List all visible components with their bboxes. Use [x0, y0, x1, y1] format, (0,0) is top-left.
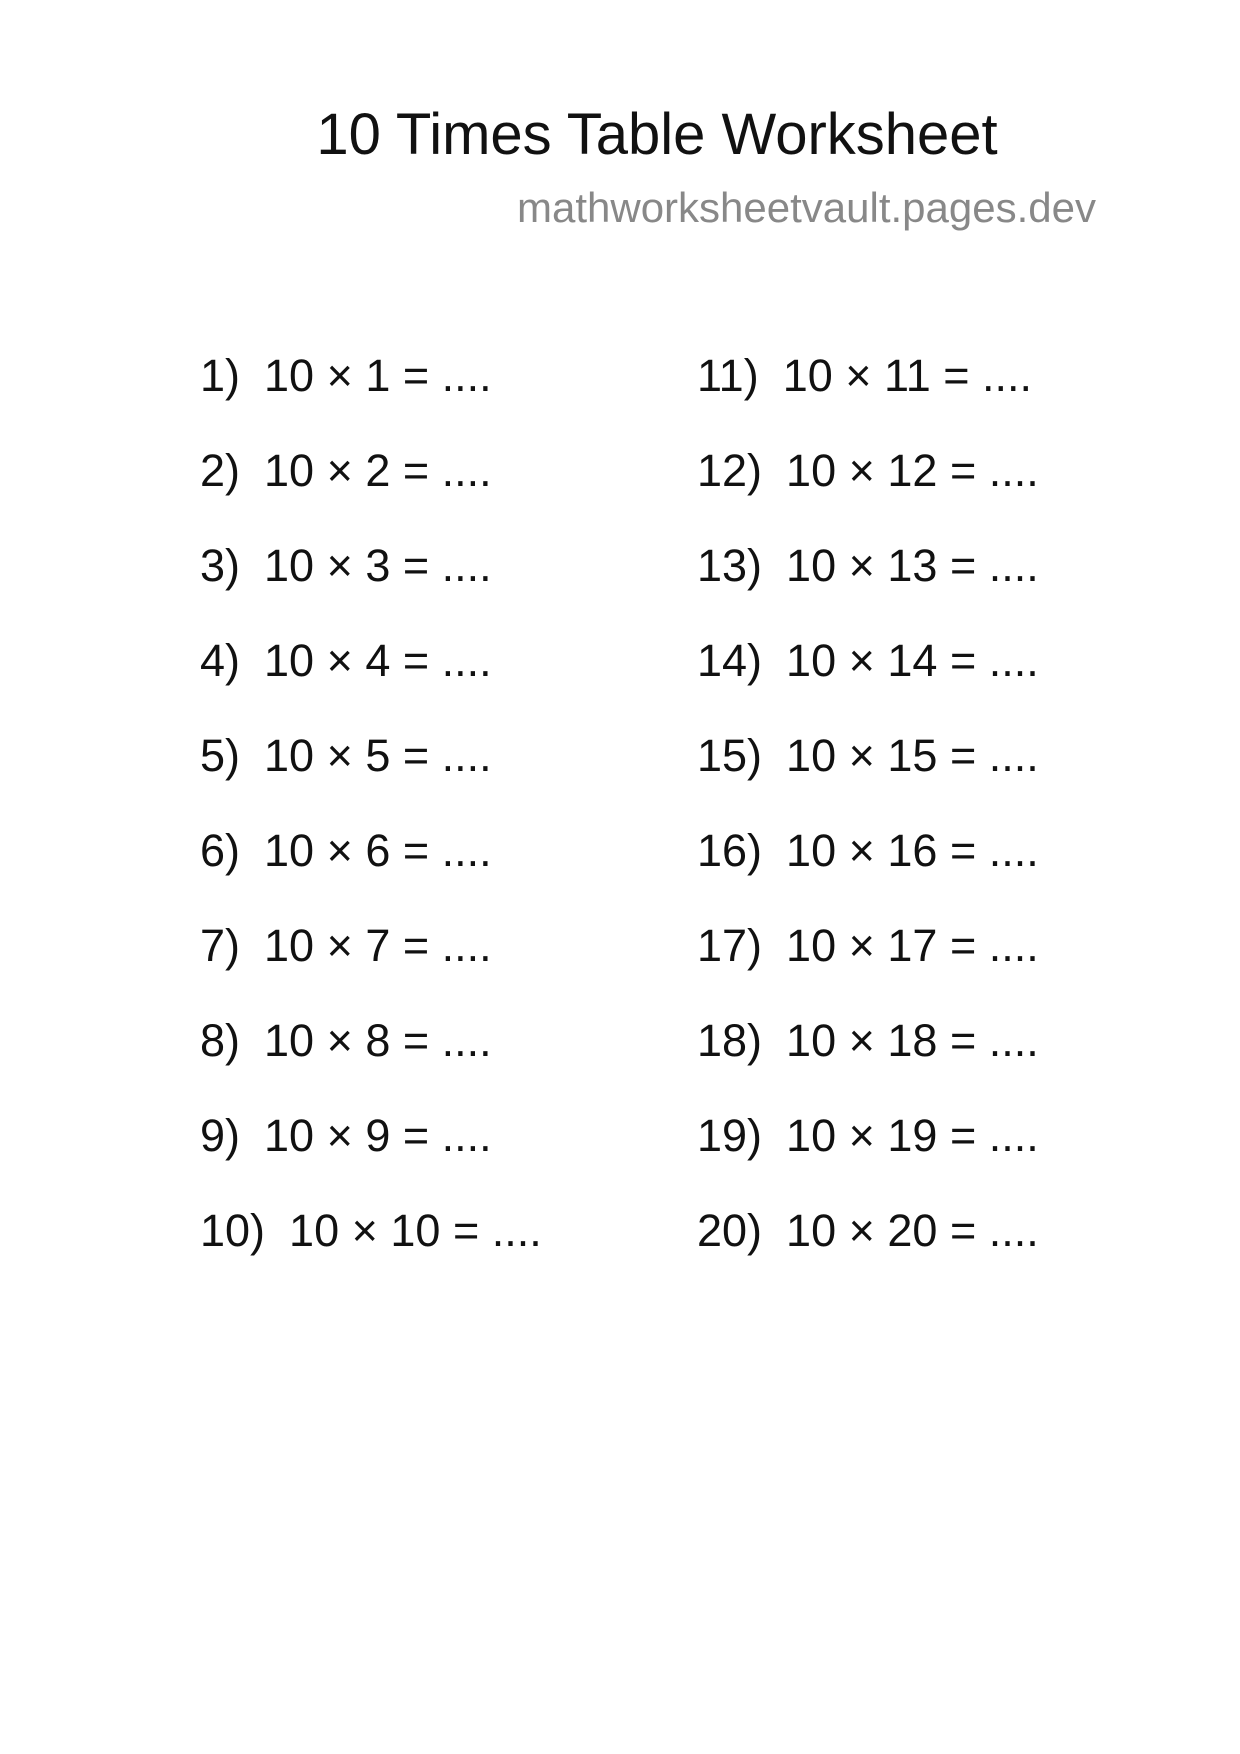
problem-expression: 10 × 14 = .... [786, 635, 1039, 686]
problem-number: 4) [200, 635, 241, 686]
problem-number: 3) [200, 540, 241, 591]
problem-expression: 10 × 12 = .... [786, 445, 1039, 496]
problem-number: 17) [697, 920, 763, 971]
problem-expression: 10 × 3 = .... [264, 540, 492, 591]
problem-item [200, 443, 542, 538]
problem-number: 5) [200, 730, 241, 781]
problem-expression: 10 × 8 = .... [264, 1015, 492, 1066]
problem-expression: 10 × 16 = .... [786, 825, 1039, 876]
problem-item [200, 1013, 542, 1108]
problem-item [697, 1013, 1039, 1108]
problem-item [200, 538, 542, 633]
problem-number: 7) [200, 920, 241, 971]
problem-number: 1) [200, 350, 241, 401]
problem-number: 6) [200, 825, 241, 876]
problem-expression: 10 × 15 = .... [786, 730, 1039, 781]
source-site: mathworksheetvault.pages.dev [517, 184, 1096, 231]
problem-number: 18) [697, 1015, 763, 1066]
problem-expression: 10 × 1 = .... [264, 350, 492, 401]
problem-item [200, 1108, 542, 1203]
page-title: 10 Times Table Worksheet [316, 102, 998, 167]
problem-number: 15) [697, 730, 763, 781]
problem-item [697, 823, 1039, 918]
problem-expression: 10 × 2 = .... [264, 445, 492, 496]
problem-number: 12) [697, 445, 763, 496]
problem-expression: 10 × 11 = .... [782, 350, 1033, 401]
problem-expression: 10 × 4 = .... [264, 635, 492, 686]
problem-item [697, 728, 1039, 823]
problem-item [200, 823, 542, 918]
problem-item [200, 348, 542, 443]
problem-number: 16) [697, 825, 763, 876]
problem-item [697, 918, 1039, 1013]
problem-number: 19) [697, 1110, 763, 1161]
problem-column-right [697, 348, 1039, 1298]
problem-expression: 10 × 5 = .... [264, 730, 492, 781]
problem-item [200, 728, 542, 823]
problem-column-left [200, 348, 542, 1298]
problem-item [697, 348, 1039, 443]
problem-number: 14) [697, 635, 763, 686]
problem-expression: 10 × 13 = .... [786, 540, 1039, 591]
problem-number: 10) [200, 1205, 266, 1256]
problem-number: 20) [697, 1205, 763, 1256]
problem-item [697, 1108, 1039, 1203]
problem-number: 8) [200, 1015, 241, 1066]
problem-expression: 10 × 9 = .... [264, 1110, 492, 1161]
problem-expression: 10 × 18 = .... [786, 1015, 1039, 1066]
problem-expression: 10 × 19 = .... [786, 1110, 1039, 1161]
problem-number: 2) [200, 445, 241, 496]
problem-expression: 10 × 10 = .... [289, 1205, 542, 1256]
problem-item [697, 538, 1039, 633]
problem-item [697, 1203, 1039, 1298]
problem-number: 9) [200, 1110, 241, 1161]
problem-item [697, 633, 1039, 728]
problem-number: 11) [697, 350, 759, 401]
problem-expression: 10 × 7 = .... [264, 920, 492, 971]
problem-item [200, 633, 542, 728]
problem-number: 13) [697, 540, 763, 591]
problem-expression: 10 × 6 = .... [264, 825, 492, 876]
problem-item [697, 443, 1039, 538]
problem-item [200, 918, 542, 1013]
problem-item [200, 1203, 542, 1298]
problem-expression: 10 × 20 = .... [786, 1205, 1039, 1256]
problem-expression: 10 × 17 = .... [786, 920, 1039, 971]
